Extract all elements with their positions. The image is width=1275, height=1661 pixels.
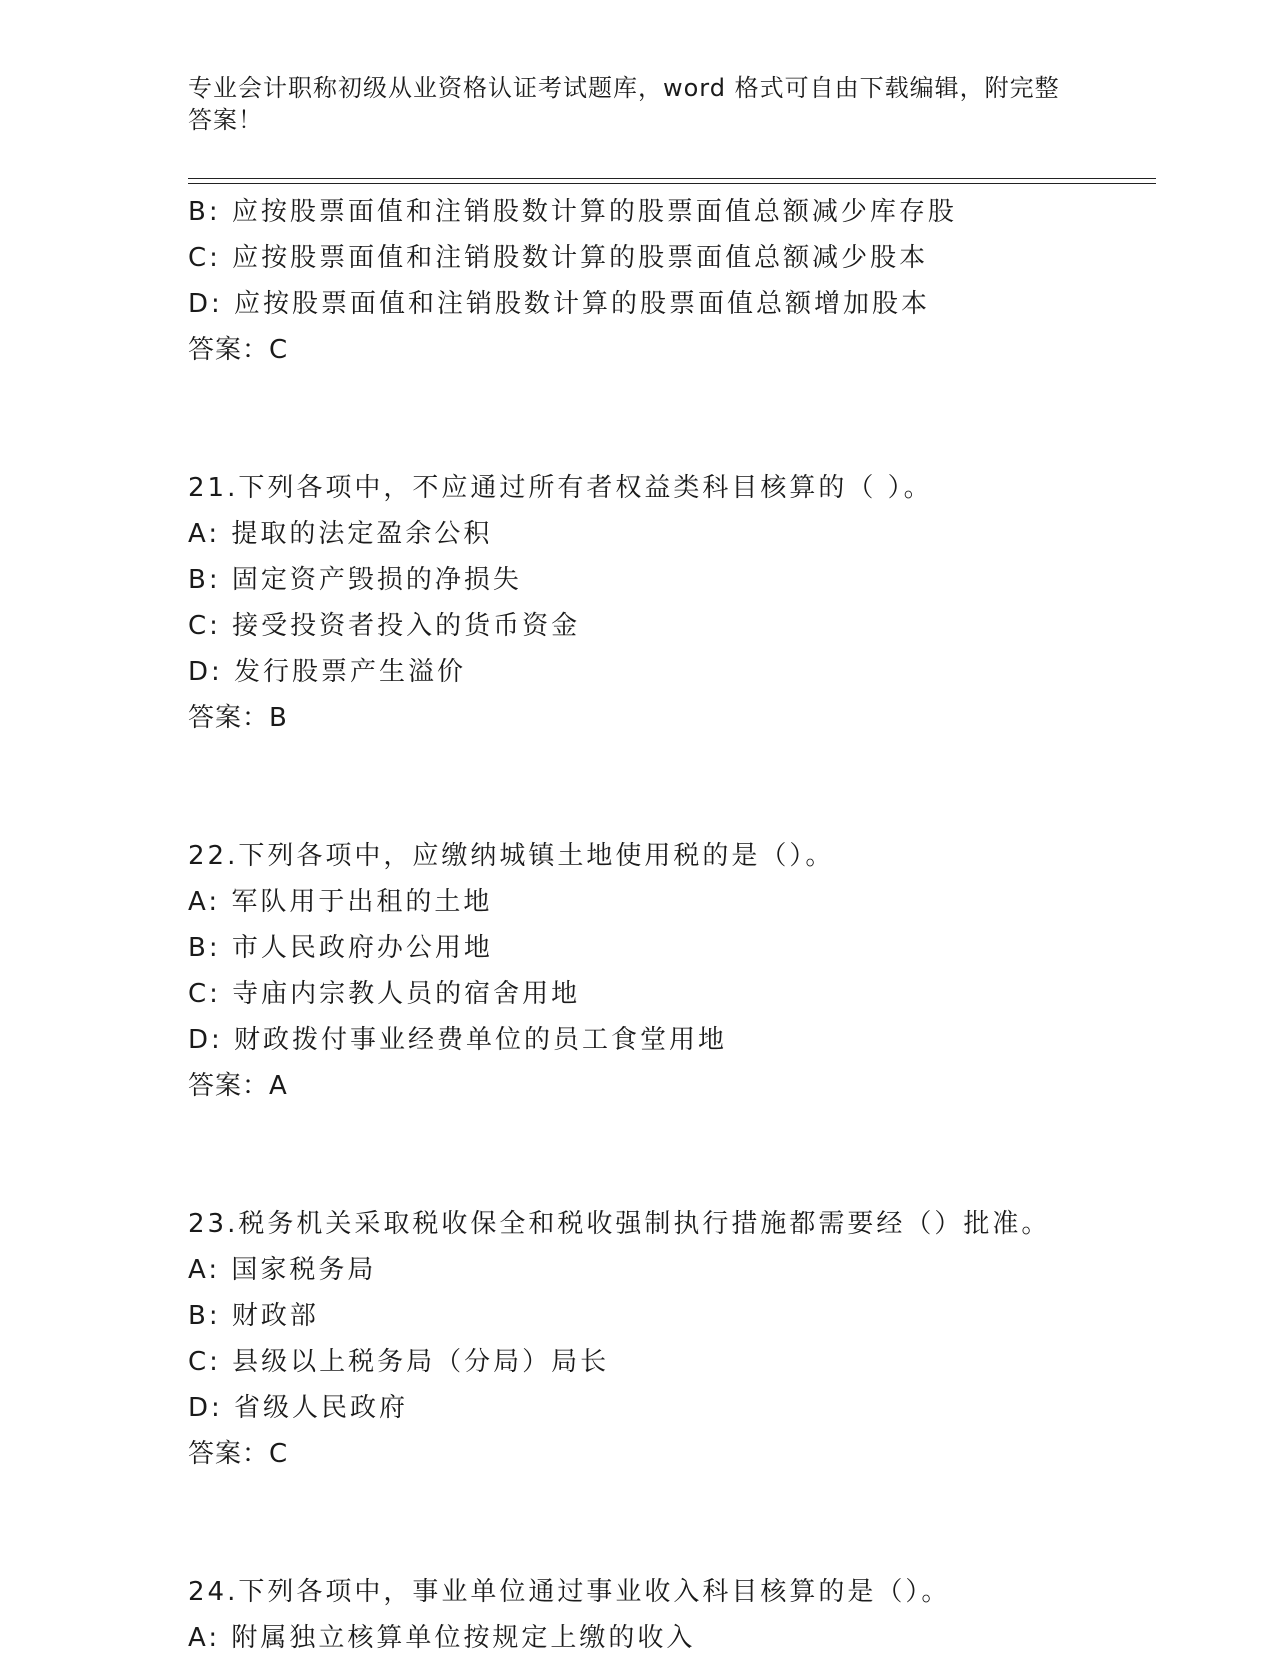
question-stem: 24.下列各项中，事业单位通过事业收入科目核算的是（）。 <box>188 1577 951 1607</box>
option-a: A: 国家税务局 <box>188 1255 377 1285</box>
option-a: A: 军队用于出租的土地 <box>188 887 493 917</box>
question-fragment <box>188 189 1148 373</box>
option-b: B: 市人民政府办公用地 <box>188 933 493 963</box>
question-list <box>188 189 1148 1661</box>
option-c: C: 应按股票面值和注销股数计算的股票面值总额减少股本 <box>188 243 929 273</box>
question-23 <box>188 1201 1148 1477</box>
document-header: 专业会计职称初级从业资格认证考试题库，word 格式可自由下载编辑，附完整答案！ <box>188 74 1060 134</box>
question-stem: 22.下列各项中，应缴纳城镇土地使用税的是（）。 <box>188 841 835 871</box>
option-d: D: 财政拨付事业经费单位的员工食堂用地 <box>188 1025 728 1055</box>
header-divider-top <box>188 178 1156 179</box>
answer-line: 答案：C <box>188 335 289 365</box>
option-c: C: 县级以上税务局（分局）局长 <box>188 1347 610 1377</box>
option-b: B: 固定资产毁损的净损失 <box>188 565 522 595</box>
answer-line: 答案：C <box>188 1439 289 1469</box>
option-d: D: 发行股票产生溢价 <box>188 657 467 687</box>
option-a: A: 提取的法定盈余公积 <box>188 519 493 549</box>
question-24 <box>188 1569 1148 1661</box>
option-d: D: 应按股票面值和注销股数计算的股票面值总额增加股本 <box>188 289 931 319</box>
option-c: C: 寺庙内宗教人员的宿舍用地 <box>188 979 581 1009</box>
answer-line: 答案：B <box>188 703 288 733</box>
question-stem: 21.下列各项中，不应通过所有者权益类科目核算的（ ）。 <box>188 473 933 503</box>
header-divider-bottom <box>188 183 1156 184</box>
option-b: B: 应按股票面值和注销股数计算的股票面值总额减少库存股 <box>188 197 957 227</box>
option-d: D: 省级人民政府 <box>188 1393 409 1423</box>
question-21 <box>188 465 1148 741</box>
option-c: C: 接受投资者投入的货币资金 <box>188 611 581 641</box>
question-22 <box>188 833 1148 1109</box>
answer-line: 答案：A <box>188 1071 288 1101</box>
option-a: A: 附属独立核算单位按规定上缴的收入 <box>188 1623 696 1653</box>
option-b: B: 财政部 <box>188 1301 319 1331</box>
question-stem: 23.税务机关采取税收保全和税收强制执行措施都需要经（）批准。 <box>188 1209 1051 1239</box>
